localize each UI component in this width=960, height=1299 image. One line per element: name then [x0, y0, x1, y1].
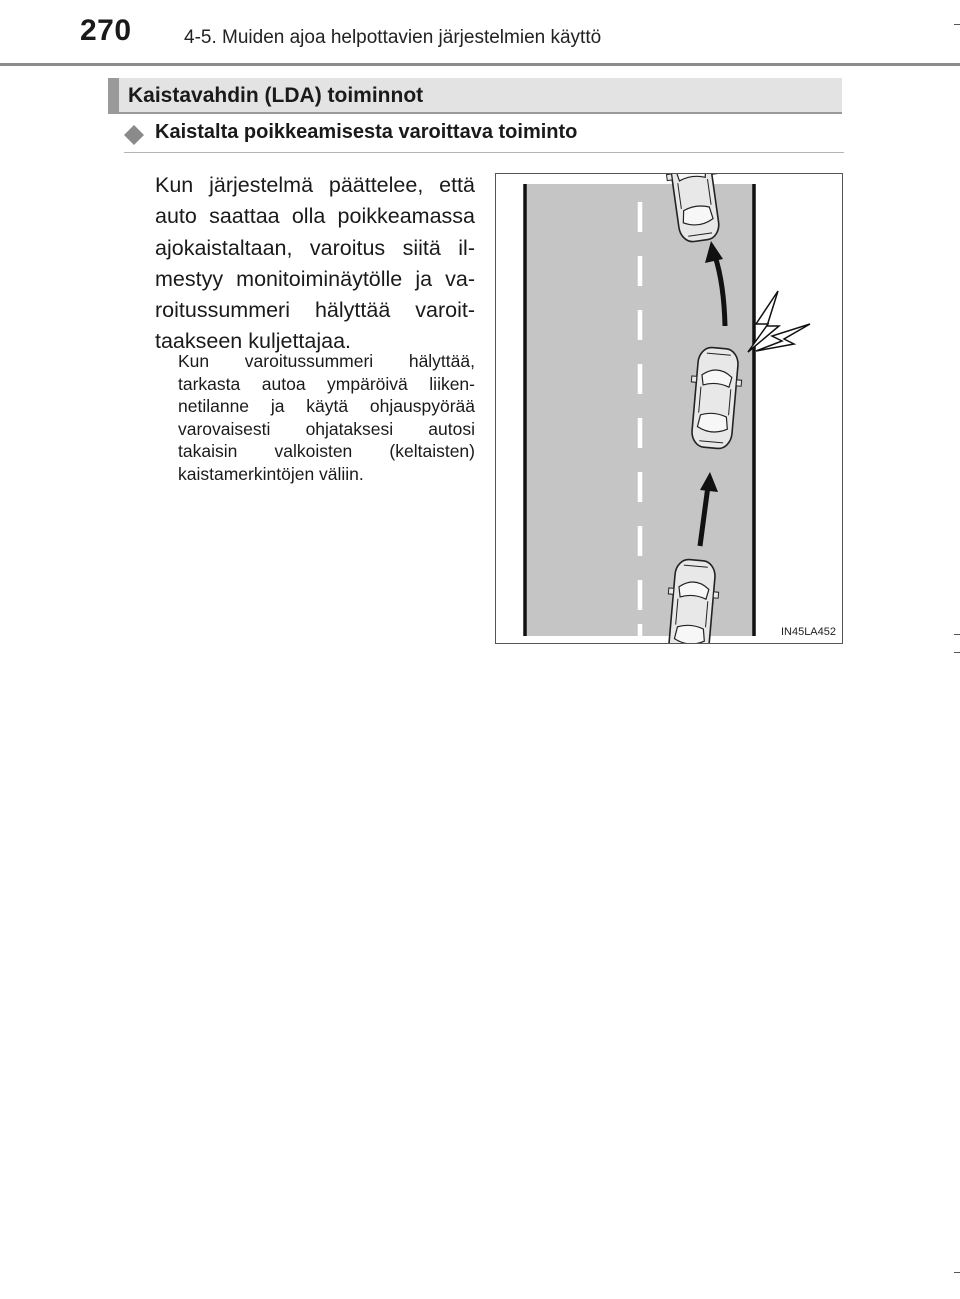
lightning-warning-icon — [748, 291, 810, 352]
lane-departure-illustration — [495, 173, 843, 644]
chapter-title: 4-5. Muiden ajoa helpottavien järjestelmien käyttö — [184, 27, 602, 48]
crop-mark — [954, 634, 960, 635]
crop-mark — [954, 1272, 960, 1273]
header-rule — [0, 63, 960, 66]
section-accent — [108, 78, 119, 114]
crop-mark — [954, 652, 960, 653]
figure-code: IN45LA452 — [780, 626, 836, 638]
diamond-bullet-icon — [124, 125, 144, 145]
section-heading-bar — [108, 78, 842, 114]
subsection-rule — [124, 152, 844, 153]
body-paragraph: Kun järjestelmä päättelee, että auto saattaa olla poikkeamassa ajokaistaltaan, varoitus siitä il-mestyy monitoiminäytölle ja va-roitussummeri hälyttää varoit-taakseen kuljettajaa. — [155, 173, 475, 354]
section-title: Kaistavahdin (LDA) toiminnot — [128, 84, 424, 107]
crop-mark — [954, 24, 960, 25]
subsection-title: Kaistalta poikkeamisesta varoittava toiminto — [155, 121, 578, 143]
lane-illustration-svg — [496, 174, 842, 643]
note-paragraph: Kun varoitussummeri hälyttää, tarkasta autoa ympäröivä liiken-netilanne ja käytä ohjauspyörää varovaisesti ohjataksesi autosi takaisin valkoisten (keltaisten) kaistamerkintöjen väliin. — [178, 351, 475, 484]
page-number: 270 — [80, 14, 132, 47]
